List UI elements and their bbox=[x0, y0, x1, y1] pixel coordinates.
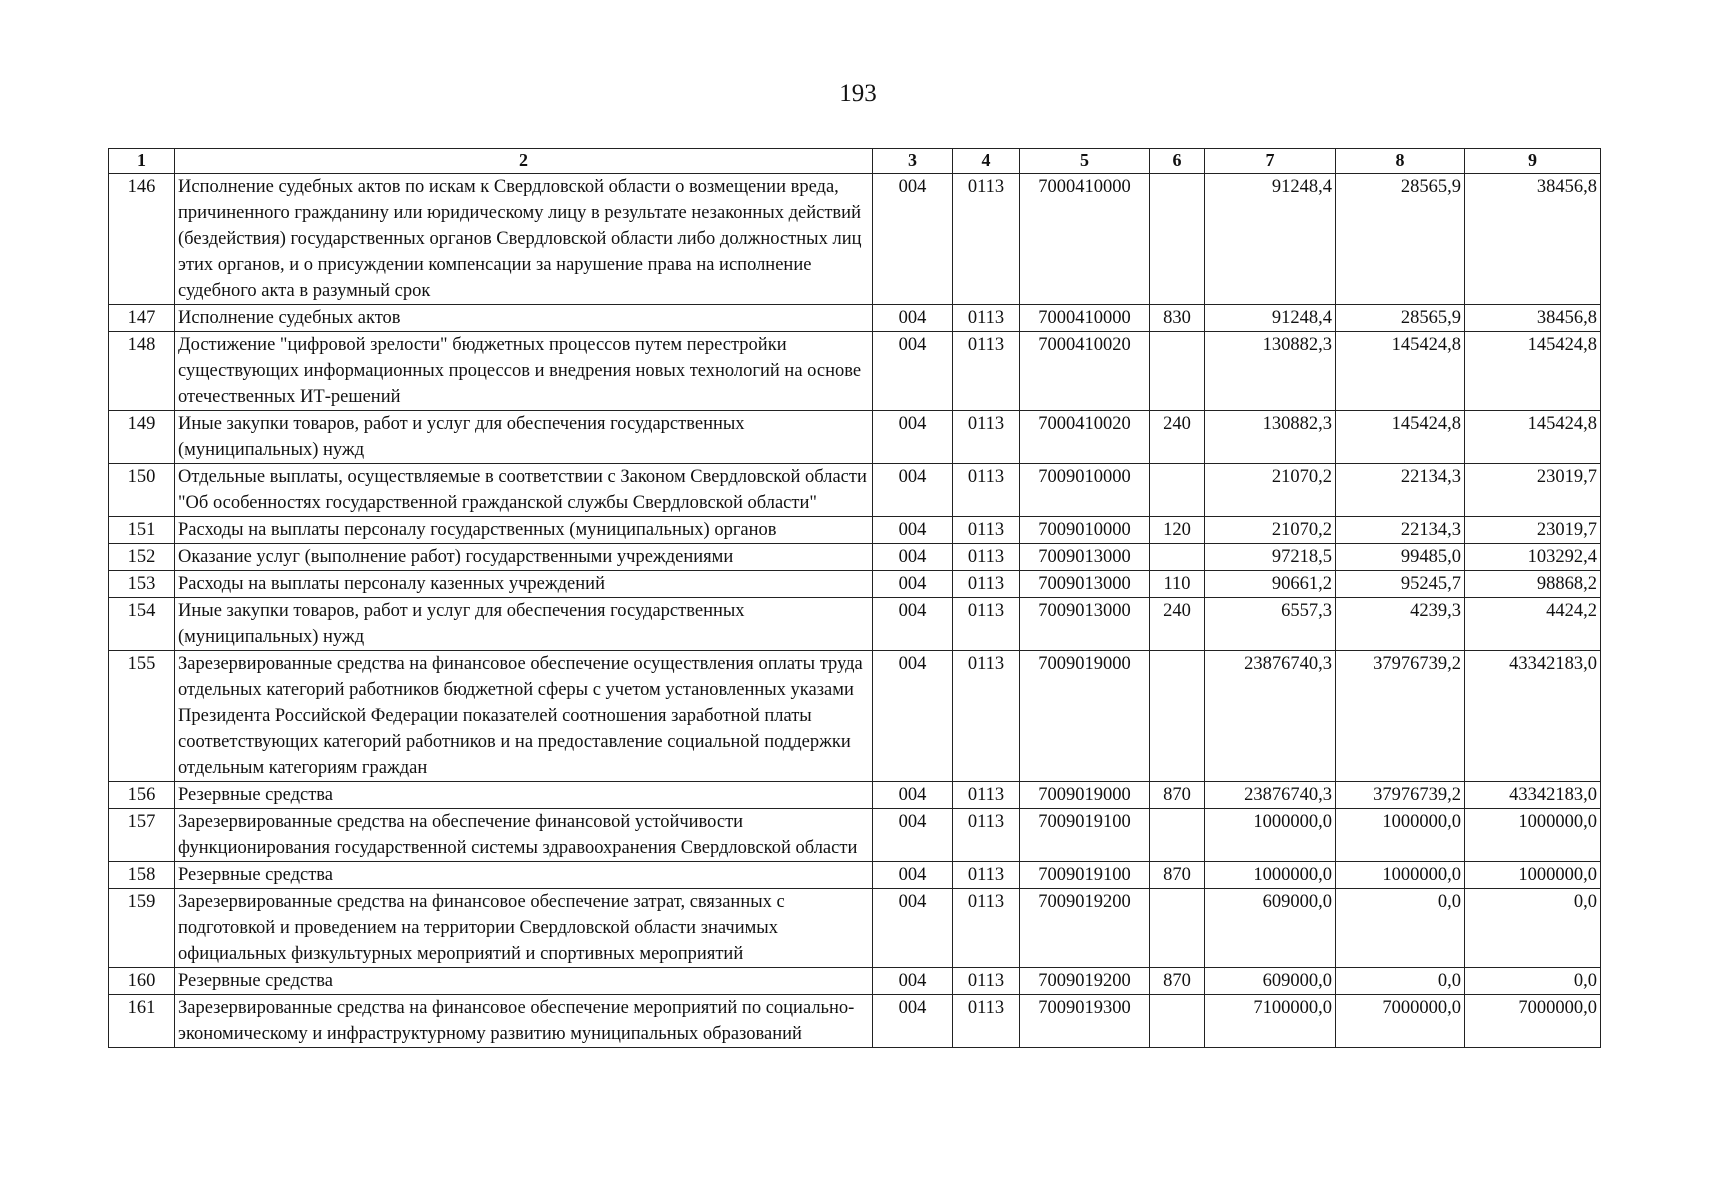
amount-col-9: 7000000,0 bbox=[1465, 995, 1601, 1048]
amount-col-8: 145424,8 bbox=[1336, 411, 1465, 464]
amount-col-7: 23876740,3 bbox=[1205, 651, 1336, 782]
expense-type-code bbox=[1150, 464, 1205, 517]
target-article-code: 7009010000 bbox=[1020, 464, 1150, 517]
table-row bbox=[109, 995, 1601, 1048]
ministry-code: 004 bbox=[873, 995, 953, 1048]
amount-col-9: 1000000,0 bbox=[1465, 862, 1601, 889]
item-name: Расходы на выплаты персоналу государственных (муниципальных) органов bbox=[175, 517, 873, 544]
target-article-code: 7009019200 bbox=[1020, 968, 1150, 995]
table-row bbox=[109, 411, 1601, 464]
amount-col-9: 0,0 bbox=[1465, 968, 1601, 995]
section-code: 0113 bbox=[953, 968, 1020, 995]
expense-type-code bbox=[1150, 889, 1205, 968]
item-name: Достижение "цифровой зрелости" бюджетных процессов путем перестройки существующих информационных процессов и внедрения новых технологий на основе отечественных ИТ-решений bbox=[175, 332, 873, 411]
row-number: 148 bbox=[109, 332, 175, 411]
amount-col-8: 28565,9 bbox=[1336, 305, 1465, 332]
row-number: 146 bbox=[109, 174, 175, 305]
table-row bbox=[109, 968, 1601, 995]
row-number: 147 bbox=[109, 305, 175, 332]
ministry-code: 004 bbox=[873, 571, 953, 598]
amount-col-9: 98868,2 bbox=[1465, 571, 1601, 598]
amount-col-9: 43342183,0 bbox=[1465, 782, 1601, 809]
expense-type-code: 830 bbox=[1150, 305, 1205, 332]
ministry-code: 004 bbox=[873, 782, 953, 809]
amount-col-8: 37976739,2 bbox=[1336, 651, 1465, 782]
page-number: 193 bbox=[839, 80, 877, 107]
amount-col-8: 0,0 bbox=[1336, 889, 1465, 968]
amount-col-7: 91248,4 bbox=[1205, 174, 1336, 305]
section-code: 0113 bbox=[953, 411, 1020, 464]
target-article-code: 7009019000 bbox=[1020, 782, 1150, 809]
row-number: 160 bbox=[109, 968, 175, 995]
amount-col-8: 28565,9 bbox=[1336, 174, 1465, 305]
amount-col-7: 609000,0 bbox=[1205, 889, 1336, 968]
amount-col-7: 130882,3 bbox=[1205, 411, 1336, 464]
item-name: Зарезервированные средства на финансовое обеспечение мероприятий по социально-экономическому и инфраструктурному развитию муниципальных образований bbox=[175, 995, 873, 1048]
amount-col-7: 97218,5 bbox=[1205, 544, 1336, 571]
expense-type-code: 240 bbox=[1150, 411, 1205, 464]
table-row bbox=[109, 809, 1601, 862]
amount-col-7: 91248,4 bbox=[1205, 305, 1336, 332]
item-name: Резервные средства bbox=[175, 968, 873, 995]
amount-col-7: 6557,3 bbox=[1205, 598, 1336, 651]
table-row bbox=[109, 651, 1601, 782]
item-name: Зарезервированные средства на финансовое обеспечение осуществления оплаты труда отдельных категорий работников бюджетной сферы с учетом установленных указами Президента Российской Федерации показателей соотношения заработной платы соответствующих категорий работников и на предоставление социальной поддержки отдельным категориям граждан bbox=[175, 651, 873, 782]
ministry-code: 004 bbox=[873, 174, 953, 305]
section-code: 0113 bbox=[953, 809, 1020, 862]
item-name: Зарезервированные средства на финансовое обеспечение затрат, связанных с подготовкой и проведением на территории Свердловской области значимых официальных физкультурных мероприятий и спортивных мероприятий bbox=[175, 889, 873, 968]
amount-col-8: 145424,8 bbox=[1336, 332, 1465, 411]
section-code: 0113 bbox=[953, 995, 1020, 1048]
row-number: 159 bbox=[109, 889, 175, 968]
table-body bbox=[109, 174, 1601, 1048]
amount-col-9: 43342183,0 bbox=[1465, 651, 1601, 782]
target-article-code: 7000410020 bbox=[1020, 411, 1150, 464]
target-article-code: 7000410000 bbox=[1020, 174, 1150, 305]
amount-col-8: 37976739,2 bbox=[1336, 782, 1465, 809]
header-row bbox=[109, 149, 1601, 174]
item-name: Иные закупки товаров, работ и услуг для обеспечения государственных (муниципальных) нужд bbox=[175, 598, 873, 651]
row-number: 161 bbox=[109, 995, 175, 1048]
item-name: Исполнение судебных актов по искам к Свердловской области о возмещении вреда, причиненного гражданину или юридическому лицу в результате незаконных действий (бездействия) государственных органов Свердловской области либо должностных лиц этих органов, и о присуждении компенсации за нарушение права на исполнение судебного акта в разумный срок bbox=[175, 174, 873, 305]
column-header-4: 4 bbox=[953, 149, 1020, 174]
table-row bbox=[109, 174, 1601, 305]
ministry-code: 004 bbox=[873, 305, 953, 332]
row-number: 152 bbox=[109, 544, 175, 571]
section-code: 0113 bbox=[953, 464, 1020, 517]
amount-col-9: 23019,7 bbox=[1465, 517, 1601, 544]
amount-col-7: 1000000,0 bbox=[1205, 809, 1336, 862]
amount-col-7: 21070,2 bbox=[1205, 464, 1336, 517]
amount-col-8: 4239,3 bbox=[1336, 598, 1465, 651]
amount-col-9: 4424,2 bbox=[1465, 598, 1601, 651]
row-number: 155 bbox=[109, 651, 175, 782]
amount-col-8: 1000000,0 bbox=[1336, 862, 1465, 889]
column-header-6: 6 bbox=[1150, 149, 1205, 174]
row-number: 149 bbox=[109, 411, 175, 464]
table-row bbox=[109, 332, 1601, 411]
column-header-2: 2 bbox=[175, 149, 873, 174]
ministry-code: 004 bbox=[873, 411, 953, 464]
amount-col-8: 95245,7 bbox=[1336, 571, 1465, 598]
expense-type-code bbox=[1150, 332, 1205, 411]
amount-col-7: 21070,2 bbox=[1205, 517, 1336, 544]
column-header-3: 3 bbox=[873, 149, 953, 174]
amount-col-8: 1000000,0 bbox=[1336, 809, 1465, 862]
item-name: Оказание услуг (выполнение работ) государственными учреждениями bbox=[175, 544, 873, 571]
target-article-code: 7009019100 bbox=[1020, 862, 1150, 889]
amount-col-8: 22134,3 bbox=[1336, 517, 1465, 544]
amount-col-9: 0,0 bbox=[1465, 889, 1601, 968]
item-name: Исполнение судебных актов bbox=[175, 305, 873, 332]
amount-col-7: 23876740,3 bbox=[1205, 782, 1336, 809]
amount-col-7: 1000000,0 bbox=[1205, 862, 1336, 889]
expense-type-code bbox=[1150, 174, 1205, 305]
target-article-code: 7009019100 bbox=[1020, 809, 1150, 862]
column-header-8: 8 bbox=[1336, 149, 1465, 174]
amount-col-8: 22134,3 bbox=[1336, 464, 1465, 517]
expense-type-code bbox=[1150, 809, 1205, 862]
amount-col-9: 145424,8 bbox=[1465, 411, 1601, 464]
amount-col-8: 0,0 bbox=[1336, 968, 1465, 995]
target-article-code: 7009019200 bbox=[1020, 889, 1150, 968]
item-name: Резервные средства bbox=[175, 862, 873, 889]
item-name: Резервные средства bbox=[175, 782, 873, 809]
ministry-code: 004 bbox=[873, 332, 953, 411]
section-code: 0113 bbox=[953, 305, 1020, 332]
ministry-code: 004 bbox=[873, 968, 953, 995]
expense-type-code bbox=[1150, 651, 1205, 782]
section-code: 0113 bbox=[953, 544, 1020, 571]
item-name: Расходы на выплаты персоналу казенных учреждений bbox=[175, 571, 873, 598]
expense-type-code bbox=[1150, 995, 1205, 1048]
row-number: 158 bbox=[109, 862, 175, 889]
amount-col-7: 130882,3 bbox=[1205, 332, 1336, 411]
expense-type-code: 870 bbox=[1150, 968, 1205, 995]
table-row bbox=[109, 782, 1601, 809]
table-row bbox=[109, 305, 1601, 332]
item-name: Иные закупки товаров, работ и услуг для обеспечения государственных (муниципальных) нужд bbox=[175, 411, 873, 464]
ministry-code: 004 bbox=[873, 889, 953, 968]
row-number: 151 bbox=[109, 517, 175, 544]
target-article-code: 7000410000 bbox=[1020, 305, 1150, 332]
ministry-code: 004 bbox=[873, 598, 953, 651]
target-article-code: 7009019000 bbox=[1020, 651, 1150, 782]
column-header-5: 5 bbox=[1020, 149, 1150, 174]
amount-col-8: 7000000,0 bbox=[1336, 995, 1465, 1048]
section-code: 0113 bbox=[953, 889, 1020, 968]
column-header-7: 7 bbox=[1205, 149, 1336, 174]
row-number: 154 bbox=[109, 598, 175, 651]
row-number: 150 bbox=[109, 464, 175, 517]
expense-type-code: 870 bbox=[1150, 782, 1205, 809]
amount-col-9: 1000000,0 bbox=[1465, 809, 1601, 862]
expense-type-code: 240 bbox=[1150, 598, 1205, 651]
table-row bbox=[109, 544, 1601, 571]
amount-col-9: 38456,8 bbox=[1465, 174, 1601, 305]
section-code: 0113 bbox=[953, 571, 1020, 598]
target-article-code: 7009013000 bbox=[1020, 544, 1150, 571]
ministry-code: 004 bbox=[873, 517, 953, 544]
amount-col-9: 38456,8 bbox=[1465, 305, 1601, 332]
table-row bbox=[109, 598, 1601, 651]
row-number: 153 bbox=[109, 571, 175, 598]
row-number: 156 bbox=[109, 782, 175, 809]
amount-col-9: 145424,8 bbox=[1465, 332, 1601, 411]
item-name: Зарезервированные средства на обеспечение финансовой устойчивости функционирования государственной системы здравоохранения Свердловской области bbox=[175, 809, 873, 862]
table-row bbox=[109, 571, 1601, 598]
ministry-code: 004 bbox=[873, 809, 953, 862]
section-code: 0113 bbox=[953, 598, 1020, 651]
target-article-code: 7009019300 bbox=[1020, 995, 1150, 1048]
table-row bbox=[109, 517, 1601, 544]
item-name: Отдельные выплаты, осуществляемые в соответствии с Законом Свердловской области "Об особенностях государственной гражданской службы Свердловской области" bbox=[175, 464, 873, 517]
section-code: 0113 bbox=[953, 517, 1020, 544]
section-code: 0113 bbox=[953, 782, 1020, 809]
expense-type-code bbox=[1150, 544, 1205, 571]
expense-type-code: 870 bbox=[1150, 862, 1205, 889]
column-header-1: 1 bbox=[109, 149, 175, 174]
section-code: 0113 bbox=[953, 332, 1020, 411]
ministry-code: 004 bbox=[873, 651, 953, 782]
table-row bbox=[109, 889, 1601, 968]
amount-col-9: 23019,7 bbox=[1465, 464, 1601, 517]
target-article-code: 7000410020 bbox=[1020, 332, 1150, 411]
table-row bbox=[109, 464, 1601, 517]
target-article-code: 7009013000 bbox=[1020, 598, 1150, 651]
amount-col-8: 99485,0 bbox=[1336, 544, 1465, 571]
ministry-code: 004 bbox=[873, 544, 953, 571]
section-code: 0113 bbox=[953, 651, 1020, 782]
expense-type-code: 120 bbox=[1150, 517, 1205, 544]
column-header-9: 9 bbox=[1465, 149, 1601, 174]
amount-col-7: 90661,2 bbox=[1205, 571, 1336, 598]
amount-col-7: 609000,0 bbox=[1205, 968, 1336, 995]
row-number: 157 bbox=[109, 809, 175, 862]
ministry-code: 004 bbox=[873, 464, 953, 517]
target-article-code: 7009010000 bbox=[1020, 517, 1150, 544]
amount-col-7: 7100000,0 bbox=[1205, 995, 1336, 1048]
ministry-code: 004 bbox=[873, 862, 953, 889]
target-article-code: 7009013000 bbox=[1020, 571, 1150, 598]
expense-type-code: 110 bbox=[1150, 571, 1205, 598]
table-row bbox=[109, 862, 1601, 889]
amount-col-9: 103292,4 bbox=[1465, 544, 1601, 571]
section-code: 0113 bbox=[953, 862, 1020, 889]
budget-table bbox=[108, 148, 1601, 1048]
section-code: 0113 bbox=[953, 174, 1020, 305]
